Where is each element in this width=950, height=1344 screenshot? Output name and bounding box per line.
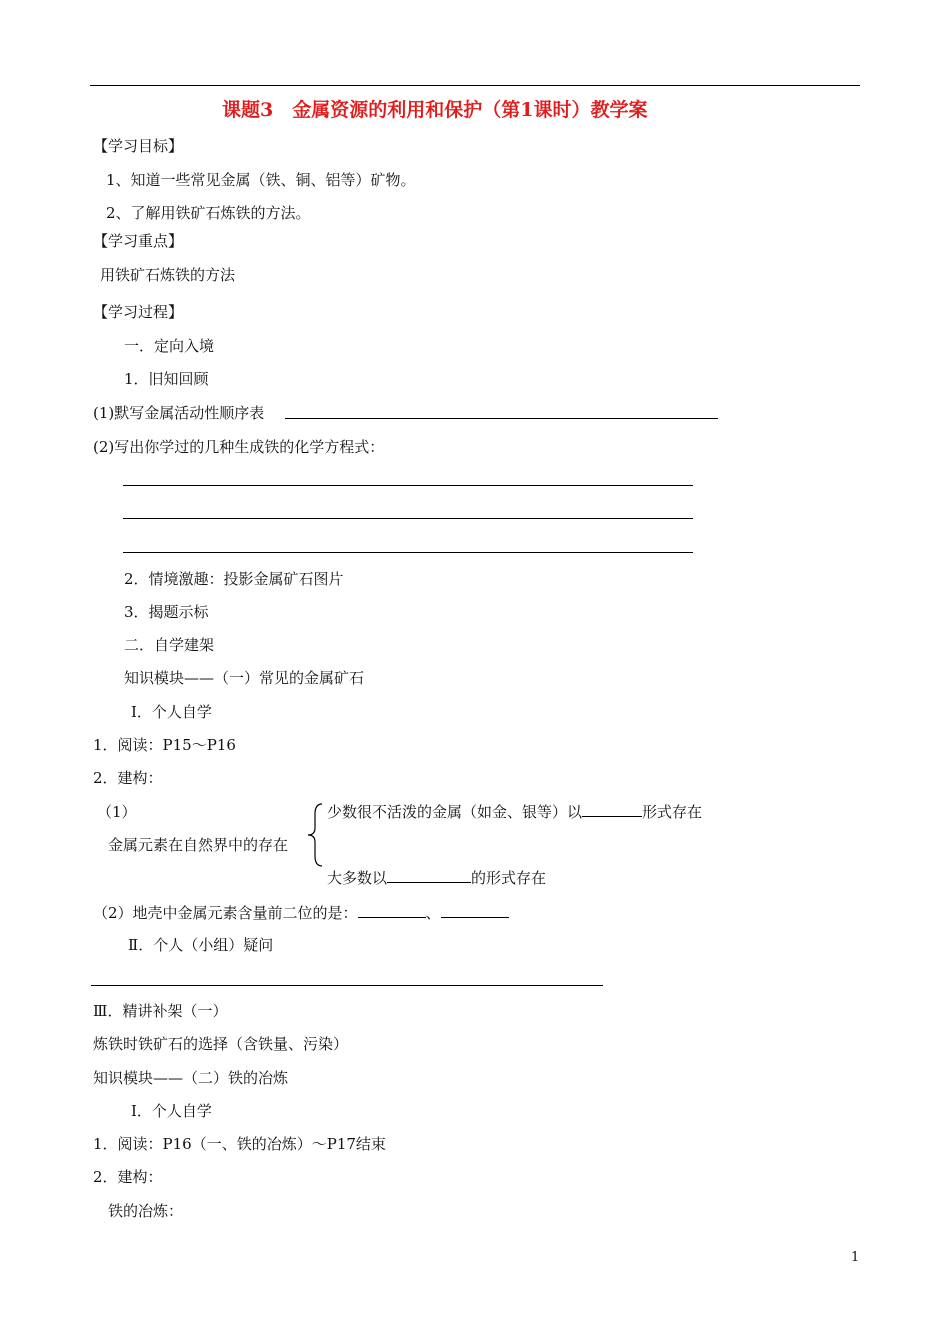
fill-blank[interactable] xyxy=(387,868,471,883)
module-heading-smelting: 知识模块——（二）铁的冶炼 xyxy=(93,1069,289,1087)
construct-label: 金属元素在自然界中的存在 xyxy=(108,836,289,854)
construct-top-text-end: 形式存在 xyxy=(642,803,703,821)
page-number: 1 xyxy=(851,1250,860,1265)
construct-heading: 2．建构： xyxy=(93,769,163,787)
answer-line[interactable] xyxy=(91,985,603,986)
key-point-text: 用铁矿石炼铁的方法 xyxy=(100,266,236,284)
subsection-goals: 3．揭题示标 xyxy=(124,603,209,621)
page-title: 课题3 金属资源的利用和保护（第1课时）教学案 xyxy=(222,99,648,121)
curly-brace-icon xyxy=(304,802,326,868)
fill-blank[interactable] xyxy=(441,903,509,918)
group-questions-heading: Ⅱ．个人（小组）疑问 xyxy=(128,936,274,954)
module-heading-ores: 知识模块——（一）常见的金属矿石 xyxy=(124,669,365,687)
construct-bottom-text-end: 的形式存在 xyxy=(471,869,547,887)
objective-item: 1、知道一些常见金属（铁、铜、铝等）矿物。 xyxy=(106,171,416,189)
question-crust-metals xyxy=(93,903,509,923)
header-rule xyxy=(90,85,860,86)
reading-assignment: 1．阅读：P16（一、铁的冶炼）～P17结束 xyxy=(93,1135,386,1153)
refine-heading: Ⅲ．精讲补架（一） xyxy=(93,1002,228,1020)
fill-blank[interactable] xyxy=(358,903,426,918)
reading-assignment: 1．阅读：P15～P16 xyxy=(93,736,236,754)
key-point-heading: 【学习重点】 xyxy=(93,232,184,250)
construct-bottom-text: 大多数以 xyxy=(327,869,388,887)
construct-top-text: 少数很不活泼的金属（如金、银等）以 xyxy=(327,803,583,821)
question-iron-equations: (2)写出你学过的几种生成铁的化学方程式： xyxy=(93,438,385,456)
question-activity-series xyxy=(93,403,264,423)
smelting-label: 铁的冶炼： xyxy=(108,1202,184,1220)
subsection-review: 1．旧知回顾 xyxy=(124,370,209,388)
self-study-heading: Ⅰ．个人自学 xyxy=(131,703,212,721)
question-crust-text: （2）地壳中金属元素含量前二位的是： xyxy=(93,904,358,922)
answer-line[interactable] xyxy=(123,518,693,519)
subsection-scenario: 2．情境激趣：投影金属矿石图片 xyxy=(124,570,344,588)
section-orientation: 一．定向入境 xyxy=(124,337,215,355)
construct-number: （1） xyxy=(97,803,137,821)
fill-blank[interactable] xyxy=(582,802,642,817)
question-activity-series-text: (1)默写金属活动性顺序表 xyxy=(93,404,265,422)
answer-line[interactable] xyxy=(123,552,693,553)
construct-top-branch xyxy=(327,802,702,822)
answer-line[interactable] xyxy=(123,485,693,486)
objective-item: 2、了解用铁矿石炼铁的方法。 xyxy=(106,204,311,222)
construct-heading: 2．建构： xyxy=(93,1168,163,1186)
construct-bottom-branch xyxy=(327,868,546,888)
self-study-heading: Ⅰ．个人自学 xyxy=(131,1102,212,1120)
answer-line-activity-series[interactable] xyxy=(285,418,718,419)
ore-choice-text: 炼铁时铁矿石的选择（含铁量、污染） xyxy=(93,1035,349,1053)
objectives-heading: 【学习目标】 xyxy=(93,137,184,155)
process-heading: 【学习过程】 xyxy=(93,303,184,321)
blank-separator: 、 xyxy=(425,904,441,922)
section-self-study: 二．自学建架 xyxy=(124,636,215,654)
